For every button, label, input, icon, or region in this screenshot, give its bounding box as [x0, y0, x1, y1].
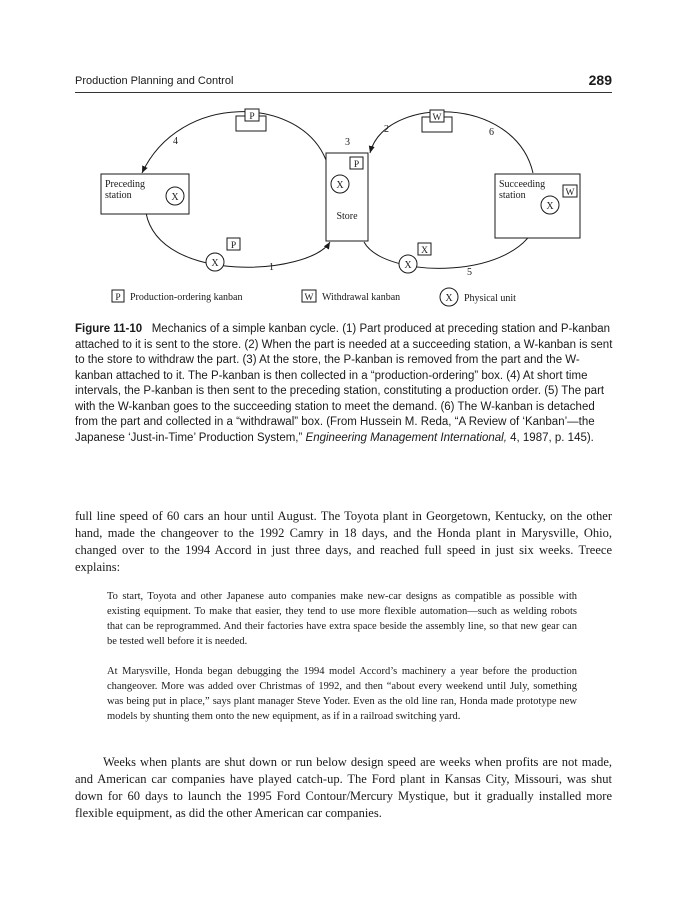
step-number-5: 5: [467, 267, 472, 278]
preceding-station: [101, 174, 189, 214]
top-w-kanban: W: [432, 113, 442, 123]
legend-p-symbol: P: [115, 293, 121, 303]
legend-x-symbol: X: [445, 293, 453, 304]
step-number-2: 2: [384, 124, 389, 135]
running-title: Production Planning and Control: [75, 75, 234, 87]
unit-with-w-kanban: [399, 243, 431, 273]
figure-caption: [75, 322, 615, 446]
caption-journal: Engineering Management International,: [305, 431, 507, 444]
step-number-3: 3: [345, 137, 350, 148]
store-label: Store: [336, 211, 358, 222]
store-p-kanban: P: [353, 160, 360, 170]
succeeding-station: [495, 174, 580, 238]
body-paragraph-1: full line speed of 60 cars an hour until August. The Toyota plant in Georgetown, Kentucky, on the other hand, made the changeover to the 1992 Camry in 18 days, and the Honda plant in Marysville, Ohio, changed over to the 1994 Accord in just three days, and reached full speed in just six weeks. Treece explains:: [75, 509, 612, 574]
legend-w-label: Withdrawal kanban: [322, 292, 401, 303]
figure-caption-text: Mechanics of a simple kanban cycle. (1) Part produced at preceding station and P-kanban attached to it is sent to the store. (2) When the part is needed at a succeeding station, a W-kanban is sent to the store to withdraw the part. (3) At the store, the P-kanban is removed from the part and the W-kanban attached to it. The P-kanban is then collected in a “production-ordering” box. (4) At short time intervals, the P-kanban is then sent to the preceding station, constituting a production order. (5) The part with the W-kanban goes to the succeeding station to meet the demand. (6) The W-kanban is detached from the part and collected in a “withdrawal” box. (From Hussein M. Reda, “A Review of ‘Kanban’—the Japanese ‘Just-in-Time’ Production System,”: [75, 323, 613, 444]
store-station: [326, 153, 368, 241]
bottom-right-unit-x: X: [404, 260, 412, 271]
legend-x-label: Physical unit: [464, 293, 516, 304]
block-quote-2: At Marysville, Honda began debugging the 1994 model Accord’s machinery a year before the production changeover. More was added over Christmas of 1992, and then “about every weekend until July, something was being put in place,” says plant manager Steve Yoder. Even as the old line ran, Honda made prototype new models by shunting them onto the new equipment, as if in a railroad switching yard.: [107, 666, 577, 722]
succeeding-station-label-1: Succeeding: [499, 179, 546, 190]
block-quote-1: To start, Toyota and other Japanese auto companies make new-car designs as compatible as possible with existing equipment. To make that easier, they tend to use more flexible automation—such as welding robots that can be reprogrammed. And their factories have extra space beside the assembly line, so that new gear can be tested well before it is needed.: [107, 591, 577, 647]
w-kanban-box-top: [422, 110, 452, 132]
succeeding-station-label-2: station: [499, 190, 526, 201]
preceding-unit-x: X: [171, 192, 179, 203]
figure-label: Figure 11-10: [75, 323, 143, 335]
store-unit-x: X: [336, 180, 344, 191]
caption-citation-end: 4, 1987, p. 145).: [510, 431, 594, 444]
preceding-station-label-1: Preceding: [105, 179, 145, 190]
p-kanban-box-top: [236, 109, 266, 131]
step-number-4: 4: [173, 136, 178, 147]
succeeding-w-kanban: W: [565, 188, 575, 198]
preceding-station-label-2: station: [105, 190, 132, 201]
succeeding-unit-x: X: [546, 201, 554, 212]
bottom-w-kanban: X: [421, 246, 428, 256]
bottom-left-unit-x: X: [211, 258, 219, 269]
flow-4-curve: [142, 112, 326, 173]
body-paragraph-2: Weeks when plants are shut down or run below design speed are weeks when profits are not made, and American car companies have played catch-up. The Ford plant in Kansas City, Missouri, was shut down for 60 days to launch the 1995 Ford Contour/Mercury Mystique, but it gradually installed more flexible equipment, as did the other American car companies.: [75, 755, 612, 820]
legend-w-symbol: W: [304, 293, 314, 303]
unit-with-p-kanban: [206, 238, 240, 271]
step-number-1: 1: [269, 262, 274, 273]
page-number: 289: [588, 72, 612, 88]
legend: [112, 288, 516, 306]
step-number-6: 6: [489, 127, 494, 138]
kanban-cycle-diagram: [0, 0, 680, 320]
top-p-kanban: P: [249, 112, 255, 122]
legend-p-label: Production-ordering kanban: [130, 292, 243, 303]
bottom-p-kanban: P: [230, 241, 237, 251]
